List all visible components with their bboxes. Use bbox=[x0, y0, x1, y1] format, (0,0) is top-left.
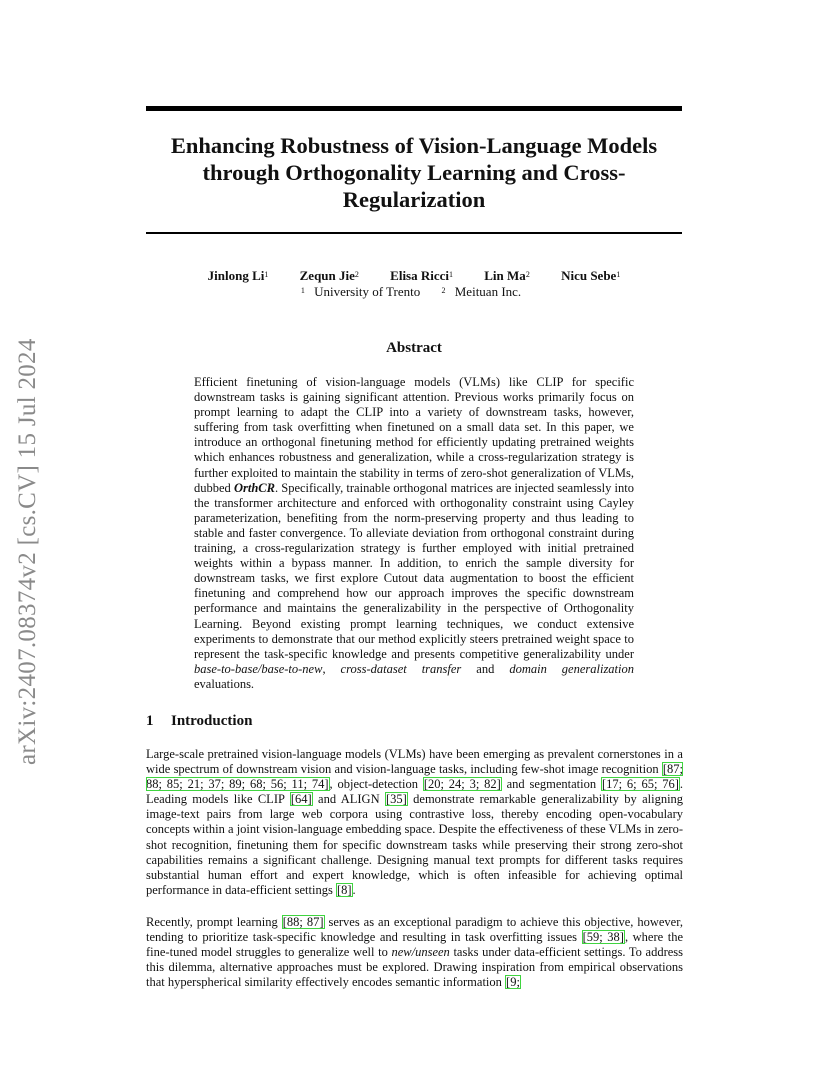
affiliation: $^2$ Meituan Inc. bbox=[441, 284, 522, 299]
author-list bbox=[146, 268, 682, 284]
affiliation-list bbox=[146, 284, 682, 300]
title-bottom-rule bbox=[146, 232, 682, 234]
paper-title: Enhancing Robustness of Vision-Language Models through Orthogonality Learning and Cross-Regularization bbox=[170, 133, 658, 212]
author: Lin Ma$^2$ bbox=[484, 268, 530, 283]
arxiv-identifier: arXiv:2407.08374v2 [cs.CV] 15 Jul 2024 bbox=[14, 338, 41, 765]
author: Elisa Ricci$^1$ bbox=[390, 268, 454, 283]
citation-link[interactable]: [20; 24; 3; 82] bbox=[423, 777, 501, 792]
author-block bbox=[146, 268, 682, 300]
citation-link[interactable]: [17; 6; 65; 76] bbox=[601, 777, 679, 792]
author: Nicu Sebe$^1$ bbox=[561, 268, 621, 283]
intro-paragraph-2: Recently, prompt learning [88; 87] serves as an exceptional paradigm to achieve this objective, however, tending to prioritize task-specific knowledge and resulting in task overfitting issues [59; 38], where the fine-tuned model struggles to generalize well to new/unseen tasks under data-efficient settings. To address this dilemma, alternative approaches must be explored. Drawing inspiration from empirical observations that hyperspherical similarity effectively encodes semantic information [9; bbox=[146, 915, 684, 990]
author: Jinlong Li$^1$ bbox=[207, 268, 269, 283]
citation-link[interactable]: [9; bbox=[506, 975, 520, 990]
citation-link[interactable]: [59; 38] bbox=[582, 930, 624, 945]
citation-link[interactable]: [64] bbox=[290, 792, 312, 807]
citation-link[interactable]: [8] bbox=[336, 882, 352, 897]
author: Zequn Jie$^2$ bbox=[299, 268, 359, 283]
title-top-rule bbox=[146, 106, 682, 111]
abstract-text: Efficient finetuning of vision-language models (VLMs) like CLIP for specific downstream tasks is gaining significant attention. Previous works primarily focus on prompt learning to adapt the CLIP into a variety of downstream tasks, however, suffering from task overfitting when finetuned on a small data set. In this paper, we introduce an orthogonal finetuning method for efficiently updating pretrained weights which enhances robustness and generalization, while a cross-regularization strategy is further exploited to maintain the stability in terms of zero-shot generalization of VLMs, dubbed OrthCR. Specifically, trainable orthogonal matrices are injected seamlessly into the transformer architecture and enforced with orthogonality constraint using Cayley parameterization, benefiting from the norm-preserving property and thus leading to stable and faster convergence. To alleviate deviation from orthogonal constraint during training, a cross-regularization strategy is further employed with initial pretrained weights within a bypass manner. In addition, to enrich the sample diversity for downstream tasks, we first explore Cutout data augmentation to boost the efficient finetuning and comprehend how our approach improves the specific downstream performance and maintains the generalizability in the perspective of Orthogonality Learning. Beyond existing prompt learning techniques, we conduct extensive experiments to demonstrate that our method explicitly steers pretrained weight space to represent the task-specific knowledge and presents competitive generalizability under base-to-base/base-to-new, cross-dataset transfer and domain generalization evaluations. bbox=[194, 375, 634, 691]
citation-link[interactable]: [88; 87] bbox=[282, 915, 324, 929]
method-name: OrthCR bbox=[233, 480, 275, 495]
affiliation: $^1$ University of Trento bbox=[300, 284, 421, 299]
intro-paragraph-1: Large-scale pretrained vision-language models (VLMs) have been emerging as prevalent cornerstones in a wide spectrum of downstream vision and vision-language tasks, including few-shot image recognition [87; 88; 85; 21; 37; 89; 68; 56; 11; 74], object-detection [20; 24; 3; 82] and segmentation [17; 6; 65; 76]. Leading models like CLIP [64] and ALIGN [35] demonstrate remarkable generalizability by aligning image-text pairs from large web corpora using contrastive loss, thereby encoding open-vocabulary concepts within a joint vision-language embedding space. Despite the effectiveness of these VLMs in zero-shot recognition, finetuning them for specific downstream tasks while preserving their strong zero-shot capabilities remains a significant challenge. Designing manual text prompts for different tasks requires substantial human effort and expert knowledge, which is often infeasible for achieving optimal performance in data-efficient settings [8]. bbox=[146, 747, 684, 897]
citation-link[interactable]: [87; 88; 85; 21; 37; 89; 68; 56; 11; 74] bbox=[146, 762, 684, 792]
citation-link[interactable]: [35] bbox=[385, 792, 407, 807]
abstract-heading: Abstract bbox=[386, 340, 442, 356]
section-heading-introduction: 1 Introduction bbox=[146, 713, 253, 729]
